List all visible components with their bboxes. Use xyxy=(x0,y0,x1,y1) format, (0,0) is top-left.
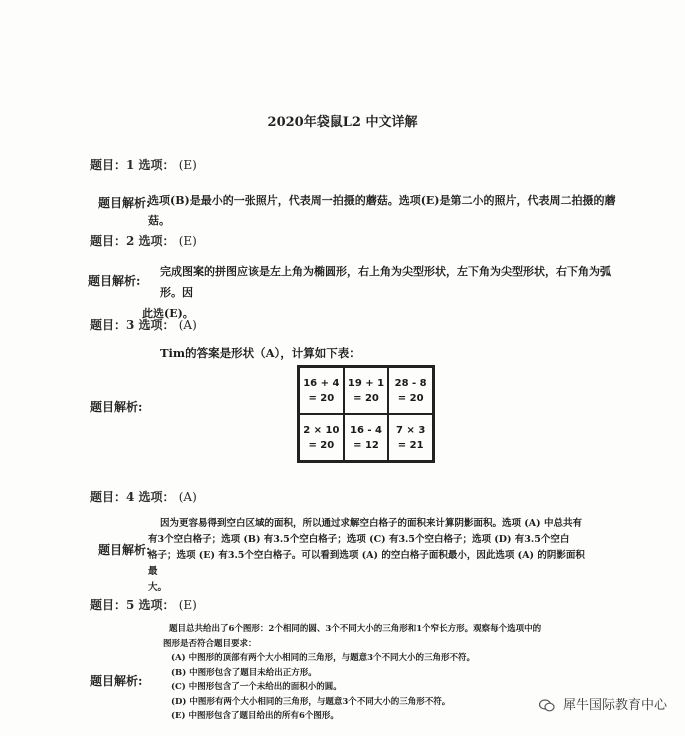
question-5-analysis-label: 题目解析: xyxy=(90,674,143,688)
question-3-line: Tim的答案是形状（A），计算如下表： xyxy=(160,346,361,360)
question-2-header xyxy=(90,232,197,249)
question-5-line: 图形是否符合题目要求： xyxy=(163,638,257,649)
question-1-label: 题目：1 选项： xyxy=(90,158,175,172)
watermark-text: 犀牛国际教育中心 xyxy=(562,698,667,713)
question-5-line: (C) 中图形包含了一个未给出的面积小的圆。 xyxy=(171,682,342,692)
question-3-label: 题目：3 选项： xyxy=(90,318,175,332)
question-3-header xyxy=(90,316,197,333)
question-5-line: 题目总共给出了6个图形：2个相同的圆、3个不同大小的三角形和1个窄长方形。观察每个选项中的 xyxy=(169,624,542,634)
table-cell: 7 × 3 = 21 xyxy=(388,414,433,461)
question-5-analysis xyxy=(163,622,593,724)
question-5-header xyxy=(90,596,197,613)
question-2-line: 完成图案的拼图应该是左上角为椭圆形，右上角为尖型形状，左下角为尖型形状，右下角为弧形。因 xyxy=(160,265,611,299)
question-5-label: 题目：5 选项： xyxy=(90,598,175,612)
question-4-line: 大。 xyxy=(148,582,168,593)
question-4-header xyxy=(90,488,197,505)
question-2-line: 此选(E)。 xyxy=(142,307,194,320)
table-cell: 16 - 4 = 12 xyxy=(344,414,389,461)
question-5-line: (E) 中图形包含了题目给出的所有6个图形。 xyxy=(171,711,339,721)
question-5-line: (D) 中图形有两个大小相同的三角形，与题意3个不同大小的三角形不符。 xyxy=(171,696,451,707)
question-3-option: (A) xyxy=(178,318,197,332)
wechat-icon xyxy=(539,699,555,712)
question-1-option: (E) xyxy=(178,158,197,172)
question-2-option: (E) xyxy=(178,234,197,248)
question-5-line: (B) 中图形包含了题目未给出正方形。 xyxy=(171,667,317,678)
question-1-header xyxy=(90,156,197,173)
question-4-line: 格子；选项 (E) 有3.5个空白格子。可以看到选项 (A) 的空白格子面积最小，因此选项 (A) 的阴影面积最 xyxy=(148,550,585,577)
question-3-analysis-label: 题目解析: xyxy=(90,400,143,414)
question-5-line: (A) 中图形的顶部有两个大小相同的三角形，与题意3个不同大小的三角形不符。 xyxy=(171,653,476,663)
question-4-label: 题目：4 选项： xyxy=(90,490,175,504)
question-2-label: 题目：2 选项： xyxy=(90,234,175,248)
table-cell: 28 - 8 = 20 xyxy=(388,367,433,414)
table-cell: 19 + 1 = 20 xyxy=(344,367,389,414)
table-cell: 16 + 4 = 20 xyxy=(299,367,344,414)
calculation-table xyxy=(297,365,435,463)
question-4-option: (A) xyxy=(178,490,197,504)
question-1-analysis-label: 题目解析: xyxy=(98,196,151,210)
question-4-line: 因为更容易得到空白区域的面积，所以通过求解空白格子的面积来计算阴影面积。选项 (A) 中总共有 xyxy=(160,518,582,529)
document-title: 2020年袋鼠L2 中文详解 xyxy=(267,115,418,130)
table-cell: 2 × 10 = 20 xyxy=(299,414,344,461)
question-5-option: (E) xyxy=(178,598,197,612)
question-1-analysis xyxy=(148,191,618,231)
question-4-analysis xyxy=(148,516,588,596)
question-3-analysis xyxy=(160,343,460,363)
question-1-line: 选项(B)是最小的一张照片，代表周一拍摄的蘑菇。选项(E)是第二小的照片，代表周二拍摄的蘑菇。 xyxy=(148,194,616,227)
question-4-analysis-label: 题目解析: xyxy=(98,543,151,557)
watermark xyxy=(539,694,667,713)
question-2-analysis-label: 题目解析: xyxy=(88,274,141,288)
question-4-line: 有3个空白格子；选项 (B) 有3.5个空白格子；选项 (C) 有3.5个空白格子；选项 (D) 有3.5个空白 xyxy=(148,534,570,545)
question-2-analysis xyxy=(142,261,612,324)
